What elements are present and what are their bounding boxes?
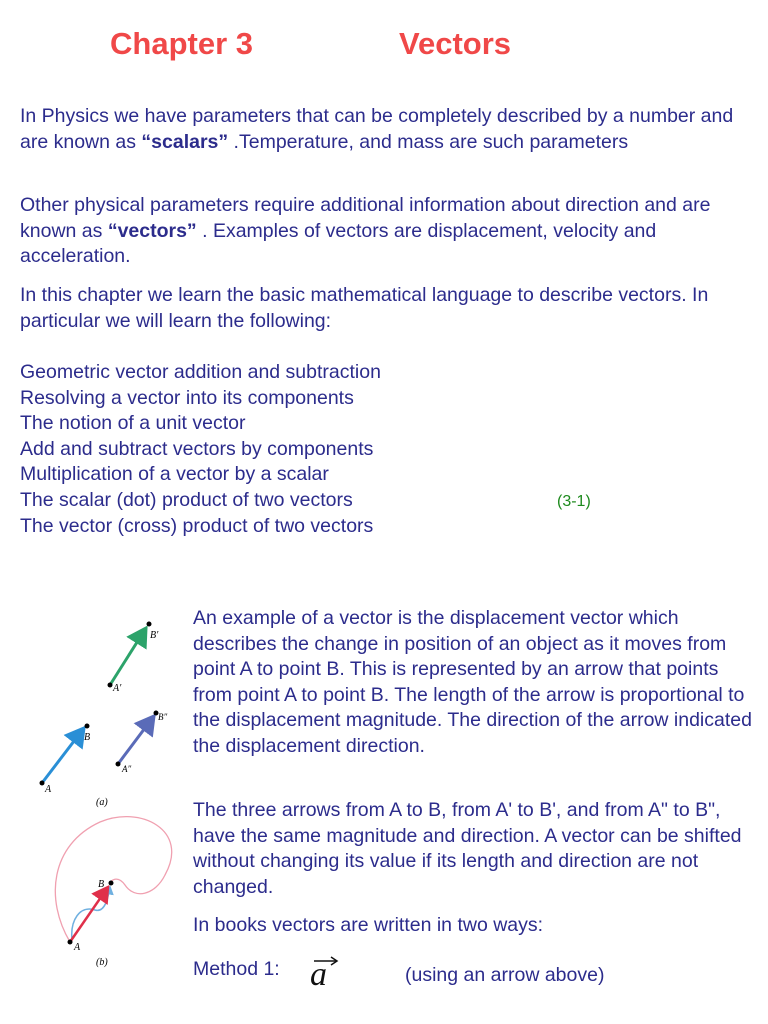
label-b2: B″ [158, 712, 168, 722]
scalars-term: “scalars” [141, 130, 229, 153]
label-a2: A″ [122, 764, 132, 774]
list-item: Geometric vector addition and subtraction [20, 361, 381, 383]
point-a1 [108, 683, 113, 688]
list-item: Resolving a vector into its components [20, 386, 354, 409]
label-b1: B′ [150, 630, 159, 641]
point-a [40, 781, 45, 786]
slide-number: (3-1) [557, 493, 591, 510]
list-item: The vector (cross) product of two vectors [20, 514, 374, 537]
point-a2 [116, 762, 121, 767]
intro-paragraph-scalars: In Physics we have parameters that can be completely described by a number and are known as “scalars” .Temperature, and mass are such parameters [20, 105, 734, 153]
vector-a-arrow-symbol: a [310, 948, 327, 986]
vector-a-to-b [42, 728, 84, 783]
list-item: The notion of a unit vector [20, 412, 246, 435]
label-a1: A′ [113, 683, 122, 694]
vector-a1-to-b1 [110, 628, 146, 685]
point-b [85, 724, 90, 729]
caption-b: (b) [96, 957, 108, 968]
figure-a [40, 622, 168, 809]
label-a: A [45, 784, 52, 795]
list-item: The scalar (dot) product of two vectors [20, 488, 353, 511]
notation-paragraph: In books vectors are written in two ways: [193, 914, 544, 936]
vectors-term: “vectors” [107, 219, 197, 242]
point-b1 [147, 622, 152, 627]
label-b: B [84, 732, 91, 743]
chapter-label: Chapter 3 [110, 26, 253, 61]
list-item: Multiplication of a vector by a scalar [20, 463, 329, 486]
vector-figure [0, 0, 190, 1024]
displacement-vector [70, 887, 108, 942]
caption-a: (a) [96, 797, 108, 808]
label-a-b: A [74, 942, 81, 953]
label-b-b: B [98, 879, 105, 890]
point-b-b [109, 881, 114, 886]
figure-b [55, 817, 171, 968]
list-item: Add and subtract vectors by components [20, 437, 374, 460]
method-description: (using an arrow above) [405, 964, 605, 986]
shift-paragraph: The three arrows from A to B, from A' to B', and from A" to B", have the same magnitude and direction. A vector can be shifted without changing its value if its length and direction are not changed. [193, 799, 742, 898]
point-a-b [68, 940, 73, 945]
vector-a2-to-b2 [118, 716, 154, 764]
displacement-paragraph: An example of a vector is the displacement vector which describes the change in position of an object as it moves from point A to point B. This is represented by an arrow that points from point A to point B. The length of the arrow is proportional to the displacement magnitude. The direction of the arrow indicated the displacement direction. [193, 607, 752, 757]
intro-paragraph-chapter-goals: In this chapter we learn the basic mathematical language to describe vectors. In particular we will learn the following: [20, 284, 709, 332]
method-label: Method 1: [193, 958, 280, 980]
intro-paragraph-vectors: Other physical parameters require additional information about direction and are known as “vectors” . Examples of vectors are displacement, velocity and acceleration. [20, 194, 711, 267]
chapter-topic: Vectors [399, 26, 512, 61]
